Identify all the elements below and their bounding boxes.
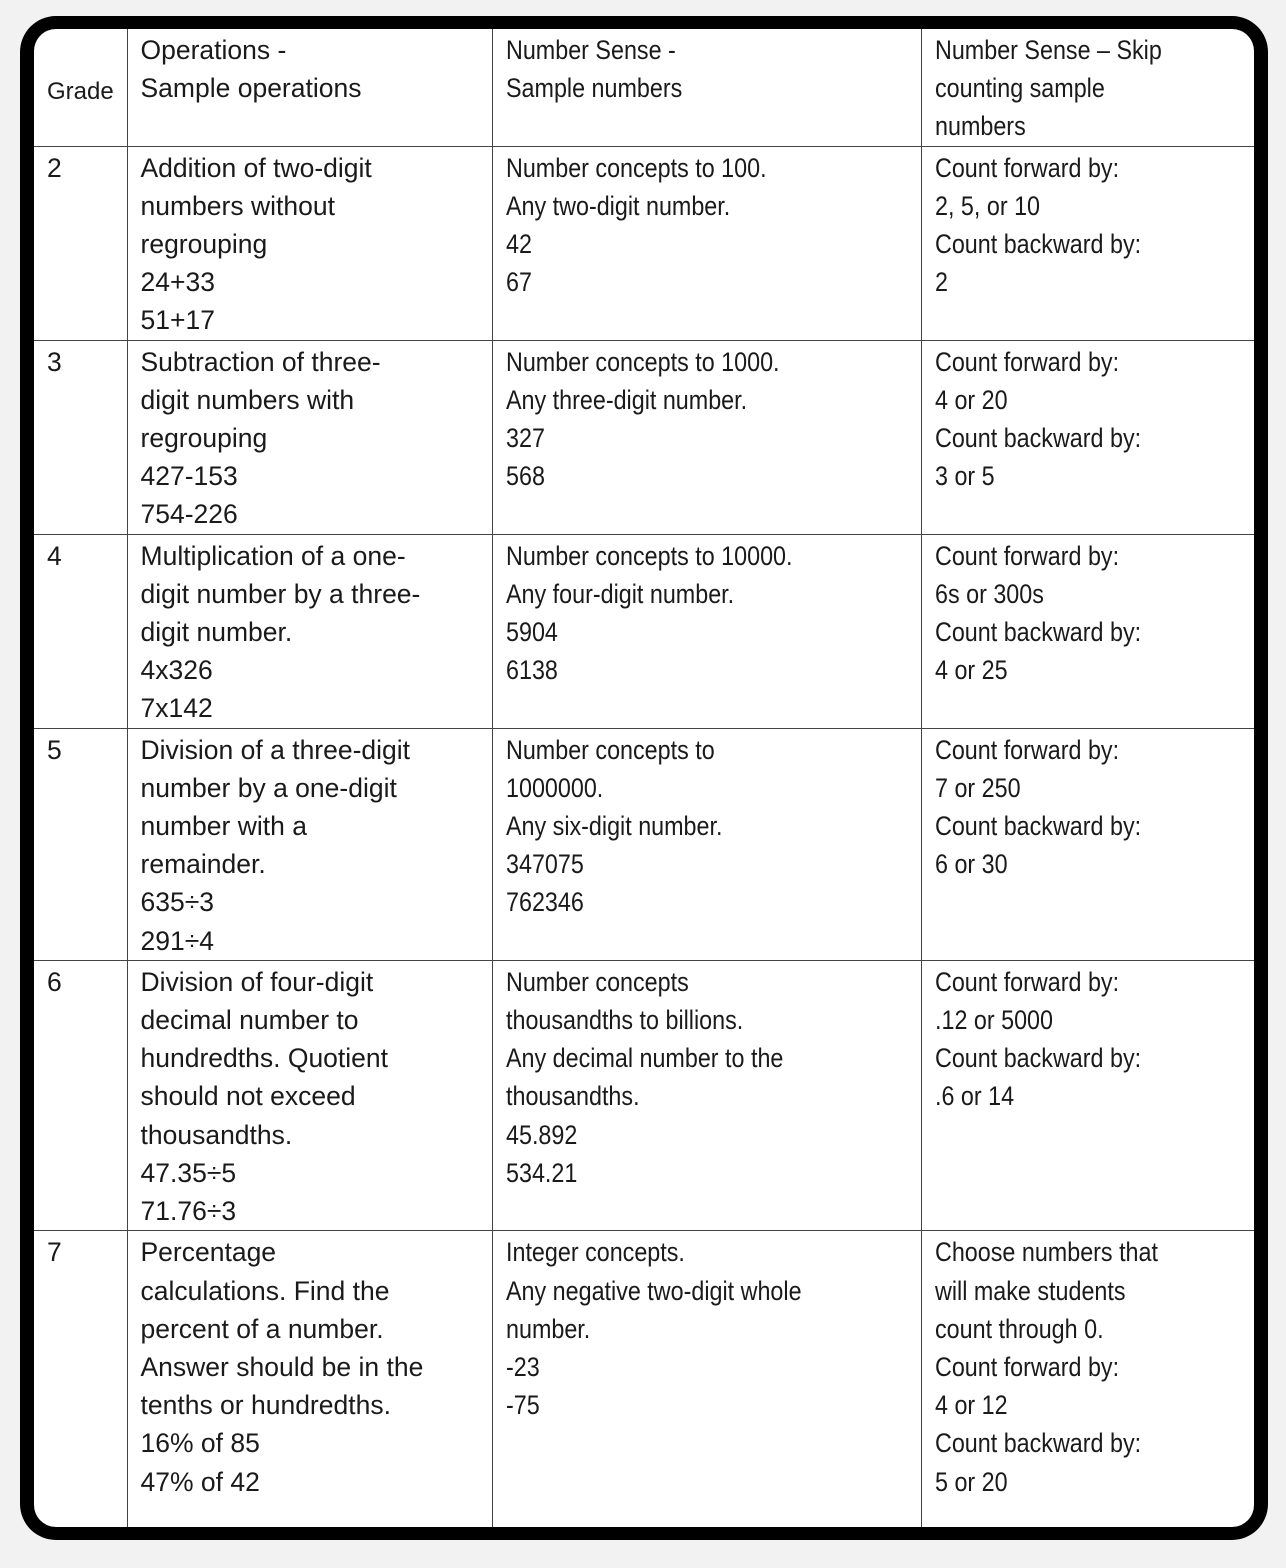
cell-line <box>506 31 911 69</box>
cell-line <box>935 1233 1244 1271</box>
cell-line <box>935 651 1244 689</box>
cell-line-text: Any negative two-digit whole <box>506 1275 802 1306</box>
cell-line-text: Count forward by: <box>935 540 1120 571</box>
cell-line-text: Choose numbers that <box>935 1237 1159 1268</box>
grade-cell <box>34 340 127 534</box>
cell-line <box>935 107 1244 145</box>
cell-line-text: 762346 <box>506 887 584 918</box>
cell-line <box>935 187 1244 225</box>
table-row <box>34 534 1254 728</box>
cell-line: Subtraction of three- <box>140 346 381 377</box>
cell-line-text: Sample numbers <box>506 73 683 104</box>
cell-line: regrouping <box>140 229 268 260</box>
cell-line: 71.76÷3 <box>140 1196 237 1227</box>
cell-line: 16% of 85 <box>140 1428 260 1459</box>
cell-line: thousandths. <box>140 1119 293 1150</box>
grade-value: 5 <box>47 734 62 765</box>
cell-line <box>506 769 911 807</box>
table-row <box>34 146 1254 340</box>
cell-line: digit numbers with <box>140 384 355 415</box>
cell-line <box>506 343 911 381</box>
cell-line-text: will make students <box>935 1275 1126 1306</box>
cell-line <box>506 263 911 301</box>
cell-line <box>506 807 911 845</box>
cell-line <box>506 613 911 651</box>
cell-line: percent of a number. <box>140 1313 384 1344</box>
cell-line-text: Number concepts <box>506 966 689 997</box>
cell-line <box>506 575 911 613</box>
cell-line: regrouping <box>140 423 268 454</box>
cell-line <box>506 1272 911 1310</box>
cell-line: Sample operations <box>140 73 362 104</box>
skip-counting-cell <box>922 1231 1254 1527</box>
cell-line <box>935 1310 1244 1348</box>
cell-line <box>506 1310 911 1348</box>
cell-line <box>506 1077 911 1115</box>
header-number-sense <box>493 29 922 146</box>
grade-value: 3 <box>47 346 62 377</box>
cell-line <box>506 1116 911 1154</box>
cell-line <box>506 1154 911 1192</box>
cell-line <box>506 225 911 263</box>
cell-line-text: 347075 <box>506 849 584 880</box>
cell-line <box>935 1463 1244 1501</box>
cell-line <box>935 1077 1244 1115</box>
cell-line <box>506 963 911 1001</box>
cell-line <box>506 1001 911 1039</box>
cell-line: Division of four-digit <box>140 966 374 997</box>
cell-line-text: Count backward by: <box>935 617 1142 648</box>
cell-line-text: Any six-digit number. <box>506 811 723 842</box>
cell-line-text: Count backward by: <box>935 1043 1142 1074</box>
cell-line <box>935 613 1244 651</box>
cell-line <box>506 457 911 495</box>
cell-line-text: 4 or 25 <box>935 655 1009 686</box>
cell-line-text: 67 <box>506 267 533 298</box>
cell-line-text: Number Sense - <box>506 35 676 65</box>
cell-line-text: count through 0. <box>935 1313 1104 1344</box>
header-grade-text: Grade <box>47 78 114 106</box>
skip-counting-cell <box>922 146 1254 340</box>
cell-line: calculations. Find the <box>140 1275 390 1306</box>
cell-line <box>935 845 1244 883</box>
operations-cell <box>127 960 493 1230</box>
cell-line <box>506 1233 911 1271</box>
cell-line: 51+17 <box>140 305 215 336</box>
cell-line-text: Count forward by: <box>935 1351 1120 1382</box>
cell-line-text: counting sample <box>935 73 1106 104</box>
cell-line-text: Count forward by: <box>935 966 1120 997</box>
cell-line-text: .12 or 5000 <box>935 1005 1054 1036</box>
cell-line-text: Number concepts to <box>506 734 715 765</box>
cell-line-text: Integer concepts. <box>506 1237 685 1268</box>
cell-line: 47.35÷5 <box>140 1157 237 1188</box>
cell-line <box>935 225 1244 263</box>
cell-line <box>506 883 911 921</box>
number-sense-cell <box>493 340 922 534</box>
cell-line <box>935 731 1244 769</box>
cell-line-text: -23 <box>506 1351 540 1382</box>
cell-line <box>935 1039 1244 1077</box>
cell-line <box>935 1386 1244 1424</box>
cell-line-text: 5 or 20 <box>935 1466 1009 1497</box>
skip-counting-cell <box>922 728 1254 960</box>
grade-value: 2 <box>47 152 62 183</box>
number-sense-cell <box>493 146 922 340</box>
cell-line: Answer should be in the <box>140 1351 424 1382</box>
cell-line-text: 4 or 20 <box>935 384 1009 415</box>
cell-line: should not exceed <box>140 1081 356 1112</box>
grade-cell <box>34 1231 127 1527</box>
cell-line <box>935 457 1244 495</box>
grade-cell <box>34 728 127 960</box>
cell-line <box>506 845 911 883</box>
cell-line-text: 42 <box>506 229 533 260</box>
cell-line-text: 1000000. <box>506 772 604 803</box>
cell-line-text: 568 <box>506 461 545 492</box>
cell-line: numbers without <box>140 190 335 221</box>
cell-line-text: Number Sense – Skip <box>935 35 1163 65</box>
cell-line <box>935 343 1244 381</box>
cell-line <box>935 537 1244 575</box>
cell-line: Multiplication of a one- <box>140 540 406 571</box>
cell-line-text: Count backward by: <box>935 423 1142 454</box>
cell-line-text: Number concepts to 1000. <box>506 346 780 377</box>
skip-counting-cell <box>922 960 1254 1230</box>
cell-line: Addition of two-digit <box>140 152 372 183</box>
operations-cell <box>127 728 493 960</box>
cell-line: 7x142 <box>140 693 213 724</box>
grade-sample-table <box>34 29 1254 1527</box>
grade-cell <box>34 146 127 340</box>
cell-line-text: thousandths to billions. <box>506 1005 744 1036</box>
cell-line-text: Count forward by: <box>935 152 1120 183</box>
cell-line: digit number. <box>140 617 293 648</box>
cell-line <box>935 1424 1244 1462</box>
cell-line-text: 2, 5, or 10 <box>935 190 1041 221</box>
cell-line-text: Count backward by: <box>935 811 1142 842</box>
number-sense-cell <box>493 534 922 728</box>
cell-line <box>935 419 1244 457</box>
cell-line-text: 6s or 300s <box>935 578 1045 609</box>
cell-line <box>506 651 911 689</box>
cell-line: Operations - <box>140 35 287 65</box>
cell-line-text: 2 <box>935 267 949 298</box>
cell-line-text: 4 or 12 <box>935 1390 1009 1421</box>
cell-line-text: Count forward by: <box>935 734 1120 765</box>
cell-line-text: numbers <box>935 111 1027 142</box>
cell-line-text: Number concepts to 10000. <box>506 540 793 571</box>
cell-line: number with a <box>140 811 307 842</box>
cell-line <box>935 263 1244 301</box>
cell-line: 754-226 <box>140 499 238 530</box>
cell-line-text: Any three-digit number. <box>506 384 748 415</box>
cell-line-text: 7 or 250 <box>935 772 1022 803</box>
cell-line <box>506 381 911 419</box>
operations-cell <box>127 534 493 728</box>
cell-line <box>506 419 911 457</box>
cell-line-text: 6 or 30 <box>935 849 1009 880</box>
table-row <box>34 1231 1254 1527</box>
grade-value: 4 <box>47 540 62 571</box>
cell-line-text: -75 <box>506 1390 540 1421</box>
cell-line <box>506 1039 911 1077</box>
cell-line <box>506 69 911 107</box>
cell-line-text: 327 <box>506 423 545 454</box>
cell-line <box>506 537 911 575</box>
cell-line: decimal number to <box>140 1005 359 1036</box>
table-row <box>34 340 1254 534</box>
cell-line <box>935 69 1244 107</box>
cell-line <box>506 731 911 769</box>
cell-line <box>506 1348 911 1386</box>
cell-line <box>935 1001 1244 1039</box>
header-row <box>34 29 1254 146</box>
cell-line-text: .6 or 14 <box>935 1081 1015 1112</box>
grade-value: 7 <box>47 1237 62 1268</box>
cell-line: 427-153 <box>140 461 238 492</box>
cell-line: Percentage <box>140 1237 277 1268</box>
table-row <box>34 960 1254 1230</box>
number-sense-cell <box>493 728 922 960</box>
cell-line: 291÷4 <box>140 925 214 956</box>
cell-line: hundredths. Quotient <box>140 1043 389 1074</box>
cell-line-text: 3 or 5 <box>935 461 996 492</box>
cell-line <box>935 807 1244 845</box>
operations-cell <box>127 1231 493 1527</box>
cell-line: remainder. <box>140 849 266 880</box>
cell-line: 635÷3 <box>140 887 214 918</box>
cell-line: digit number by a three- <box>140 578 421 609</box>
cell-line-text: Any four-digit number. <box>506 578 735 609</box>
cell-line <box>935 1348 1244 1386</box>
cell-line-text: thousandths. <box>506 1081 640 1112</box>
cell-line-text: 6138 <box>506 655 558 686</box>
header-operations <box>127 29 493 146</box>
cell-line-text: number. <box>506 1313 591 1344</box>
cell-line <box>506 187 911 225</box>
cell-line <box>935 31 1244 69</box>
grade-cell <box>34 534 127 728</box>
cell-line: Division of a three-digit <box>140 734 411 765</box>
cell-line <box>935 381 1244 419</box>
cell-line: number by a one-digit <box>140 772 397 803</box>
cell-line-text: Any decimal number to the <box>506 1043 784 1074</box>
cell-line: tenths or hundredths. <box>140 1390 391 1421</box>
cell-line <box>935 1272 1244 1310</box>
cell-line <box>935 149 1244 187</box>
cell-line <box>506 1386 911 1424</box>
operations-cell <box>127 340 493 534</box>
cell-line-text: Count backward by: <box>935 1428 1142 1459</box>
skip-counting-cell <box>922 534 1254 728</box>
grade-value: 6 <box>47 966 62 997</box>
grade-cell <box>34 960 127 1230</box>
cell-line-text: 534.21 <box>506 1157 578 1188</box>
cell-line-text: Number concepts to 100. <box>506 152 767 183</box>
header-skip-counting <box>922 29 1254 146</box>
header-grade <box>34 29 127 146</box>
cell-line <box>935 769 1244 807</box>
document-page <box>34 29 1254 1527</box>
cell-line-text: 5904 <box>506 617 558 648</box>
operations-cell <box>127 146 493 340</box>
cell-line <box>935 963 1244 1001</box>
cell-line-text: Count backward by: <box>935 229 1142 260</box>
number-sense-cell <box>493 960 922 1230</box>
cell-line-text: 45.892 <box>506 1119 578 1150</box>
cell-line: 4x326 <box>140 655 213 686</box>
number-sense-cell <box>493 1231 922 1527</box>
cell-line <box>506 149 911 187</box>
cell-line-text: Count forward by: <box>935 346 1120 377</box>
cell-line: 24+33 <box>140 267 215 298</box>
skip-counting-cell <box>922 340 1254 534</box>
cell-line-text: Any two-digit number. <box>506 190 731 221</box>
table-row <box>34 728 1254 960</box>
cell-line <box>935 575 1244 613</box>
cell-line: 47% of 42 <box>140 1466 260 1497</box>
